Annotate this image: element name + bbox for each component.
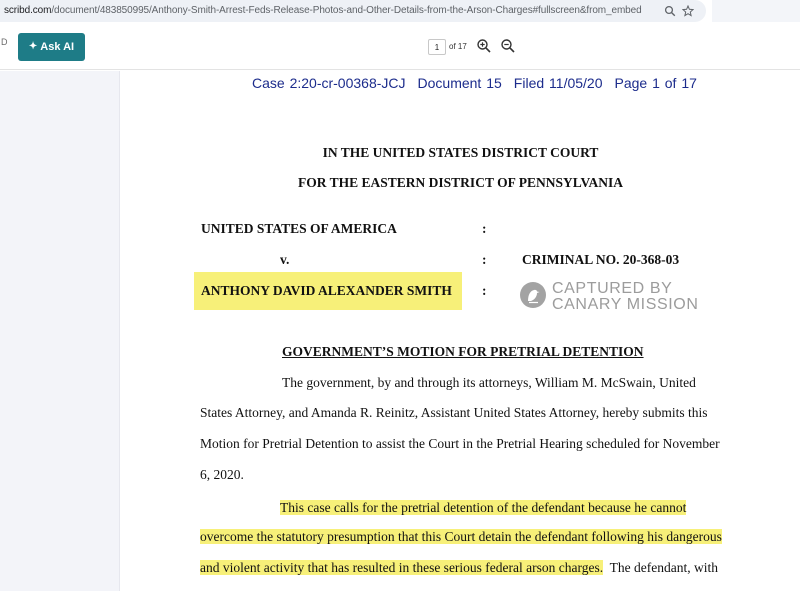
paragraph-line: Motion for Pretrial Detention to assist the Court in the Pretrial Hearing scheduled for November — [200, 436, 720, 451]
court-district: FOR THE EASTERN DISTRICT OF PENNSYLVANIA — [298, 175, 623, 190]
watermark-line1: CAPTURED BY — [552, 280, 673, 297]
truncated-label: D — [1, 37, 8, 47]
sparkle-icon: ✦ — [28, 41, 38, 52]
defendant-name: ANTHONY DAVID ALEXANDER SMITH — [201, 283, 452, 298]
paragraph-line: The government, by and through its attorneys, William M. McSwain, United — [282, 375, 696, 390]
highlighted-text: overcome the statutory presumption that this Court detain the defendant following his dangerous — [200, 529, 722, 544]
page-number-input[interactable] — [428, 39, 446, 55]
canary-bird-icon — [519, 281, 547, 309]
highlighted-line — [200, 529, 722, 545]
url-path: /document/483850995/Anthony-Smith-Arrest-Feds-Release-Photos-and-Other-Details-from-the-Arson-Charges#fullscreen&from_embed — [51, 5, 642, 16]
caption-colon: : — [482, 283, 487, 298]
highlighted-line — [280, 500, 686, 516]
page-total-label: of 17 — [449, 42, 467, 51]
watermark-line2: CANARY MISSION — [552, 296, 699, 313]
zoom-in-icon[interactable] — [476, 38, 492, 54]
magnifier-icon[interactable] — [662, 3, 678, 19]
versus-label: v. — [280, 252, 290, 267]
motion-title: GOVERNMENT’S MOTION FOR PRETRIAL DETENTION — [282, 344, 644, 359]
page-indicator: Page 1 of 17 — [614, 75, 697, 91]
extensions-area — [712, 0, 800, 22]
paragraph-line: 6, 2020. — [200, 467, 244, 482]
filed-date: Filed 11/05/20 — [513, 75, 603, 91]
criminal-number: CRIMINAL NO. 20-368-03 — [522, 252, 680, 267]
url-host: scribd.com — [4, 5, 52, 16]
watermark — [519, 278, 699, 314]
court-title: IN THE UNITED STATES DISTRICT COURT — [322, 145, 599, 160]
highlighted-line — [200, 560, 718, 576]
star-icon[interactable] — [680, 3, 696, 19]
url-field[interactable] — [0, 0, 706, 22]
caption-colon: : — [482, 221, 487, 236]
paragraph-tail: The defendant, with — [609, 560, 718, 575]
ask-ai-label: Ask AI — [40, 41, 75, 53]
zoom-out-icon[interactable] — [500, 38, 516, 54]
case-header — [252, 75, 709, 91]
viewer-toolbar — [0, 24, 800, 70]
ask-ai-button[interactable] — [18, 33, 85, 61]
highlighted-text: This case calls for the pretrial detention of the defendant because he cannot — [280, 500, 687, 515]
paragraph-line: States Attorney, and Amanda R. Reinitz, Assistant United States Attorney, hereby submits this — [200, 405, 708, 420]
caption-colon: : — [482, 252, 487, 267]
url-text[interactable] — [4, 5, 642, 16]
case-number: Case 2:20-cr-00368-JCJ — [252, 75, 406, 91]
highlighted-text: and violent activity that has resulted in these serious federal arson charges. — [200, 560, 604, 575]
browser-address-bar — [0, 0, 800, 24]
document-number: Document 15 — [417, 75, 502, 91]
document-page — [121, 71, 800, 591]
plaintiff-name: UNITED STATES OF AMERICA — [201, 221, 397, 236]
left-sidebar — [0, 71, 120, 591]
